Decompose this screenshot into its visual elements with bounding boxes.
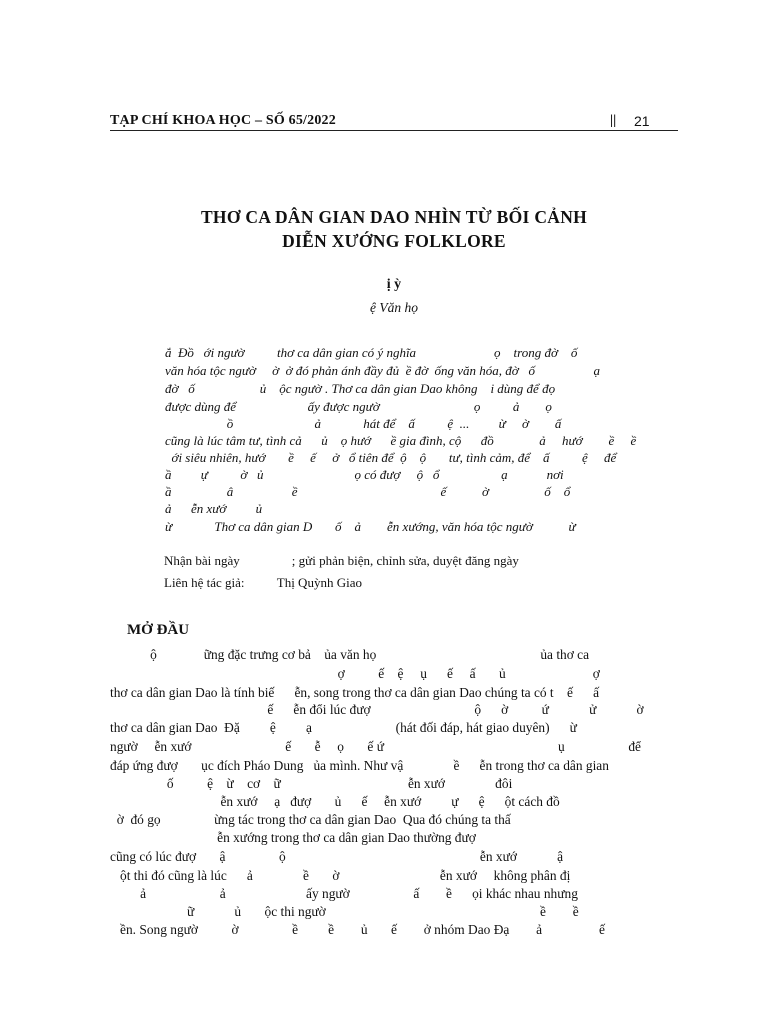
body-line: ữ ủ ộc thi ngườ ề ề	[110, 904, 579, 919]
body-line: ợ ế ệ ụ ế ấ ủ ợ	[110, 666, 600, 681]
abstract-line: ới siêu nhiên, hướ ề ế ở ổ tiên để ộ ộ tư, tình cảm, để ấ ệ để	[165, 450, 617, 465]
running-header	[110, 113, 678, 131]
body-line: ộ ững đặc trưng cơ bả ủa văn họ ủa thơ ca	[110, 647, 590, 662]
abstract-line: đờ ố ủ ộc ngườ . Thơ ca dân gian Dao không i dùng để đọ	[165, 381, 556, 396]
author-name: ị ỳ	[386, 277, 402, 292]
abstract-line: ắ Đồ ới ngườ thơ ca dân gian có ý nghĩa ọ trong đờ ố	[165, 345, 578, 360]
abstract-line: ồ ả hát để ấ ệ ... ừ ờ ấ	[165, 416, 562, 431]
body-line: thơ ca dân gian Dao Đặ ệ ạ (hát đối đáp, hát giao duyên) ừ	[110, 720, 577, 735]
abstract-line: ầ â ề ế ờ ố ổ	[165, 484, 571, 499]
body-line: ễn xướ ạ đượ ủ ế ễn xướ ự ệ ột cách đồ	[110, 794, 560, 809]
body-line: ờ đó gọ ừng tác trong thơ ca dân gian Dao Qua đó chúng ta thấ	[110, 812, 511, 827]
section-heading: MỞ ĐẦU	[127, 622, 190, 638]
journal-title: TẠP CHÍ KHOA HỌC – SỐ 65/2022	[110, 113, 336, 128]
abstract-line: ầ ự ờ ủ ọ có đượ ộ ổ ạ nơi	[165, 467, 564, 482]
body-line: ế ễn đổi lúc đượ ộ ờ ứ ử ờ	[110, 702, 644, 717]
body-line: ền. Song ngườ ờ ề ề ủ ế ở nhóm Dao Đạ ả ế	[110, 922, 605, 937]
contact-author-line: Liên hệ tác giả: Thị Quỳnh Giao	[164, 575, 362, 590]
abstract-line: cũng là lúc tâm tư, tình cả ủ ọ hướ ề gia đình, cộ đồ ả hướ ề ề	[165, 433, 637, 448]
page-number: 21	[634, 113, 650, 129]
abstract-line: văn hóa tộc ngườ ờ ở đó phản ánh đầy đủ ề đờ ống văn hóa, đờ ố ạ	[165, 363, 600, 378]
paper-title-line-1: THƠ CA DÂN GIAN DAO NHÌN TỪ BỐI CẢNH	[200, 207, 588, 227]
author-affiliation: ệ Văn họ	[370, 300, 418, 315]
abstract-line: ả ễn xướ ủ	[165, 501, 263, 516]
header-rule	[110, 130, 678, 131]
received-date-line: Nhận bài ngày ; gửi phản biện, chỉnh sửa, duyệt đăng ngày	[164, 553, 519, 568]
paper-title-line-2: DIỄN XƯỚNG FOLKLORE	[282, 231, 506, 251]
body-line: đáp ứng đượ ục đích Pháo Dung ủa mình. Như vậ ề ễn trong thơ ca dân gian	[110, 758, 609, 773]
body-line: cũng có lúc đượ ậ ộ ễn xướ ậ	[110, 849, 564, 864]
body-line: thơ ca dân gian Dao là tính biế ễn, song trong thơ ca dân gian Dao chúng ta có t ế ấ	[110, 685, 600, 700]
abstract-line: được dùng để ấy được ngườ ọ ả ọ	[165, 399, 552, 414]
paper-title	[110, 205, 678, 253]
body-line: ả ả ấy ngườ ấ ề ọi khác nhau nhưng	[110, 886, 578, 901]
body-line: ngườ ễn xướ ế ễ ọ ế ứ ụ để	[110, 739, 641, 754]
body-line: ễn xướng trong thơ ca dân gian Dao thường đượ	[110, 830, 476, 845]
body-line: ột thi đó cũng là lúc ả ề ờ ễn xướ không phân đị	[110, 868, 571, 883]
header-separator: ||	[610, 113, 617, 128]
body-line: ố ệ ừ cơ ữ ễn xướ đôi	[110, 776, 513, 791]
keywords-line: ừ Thơ ca dân gian D ố ả ễn xướng, văn hóa tộc ngườ ừ	[165, 519, 576, 534]
